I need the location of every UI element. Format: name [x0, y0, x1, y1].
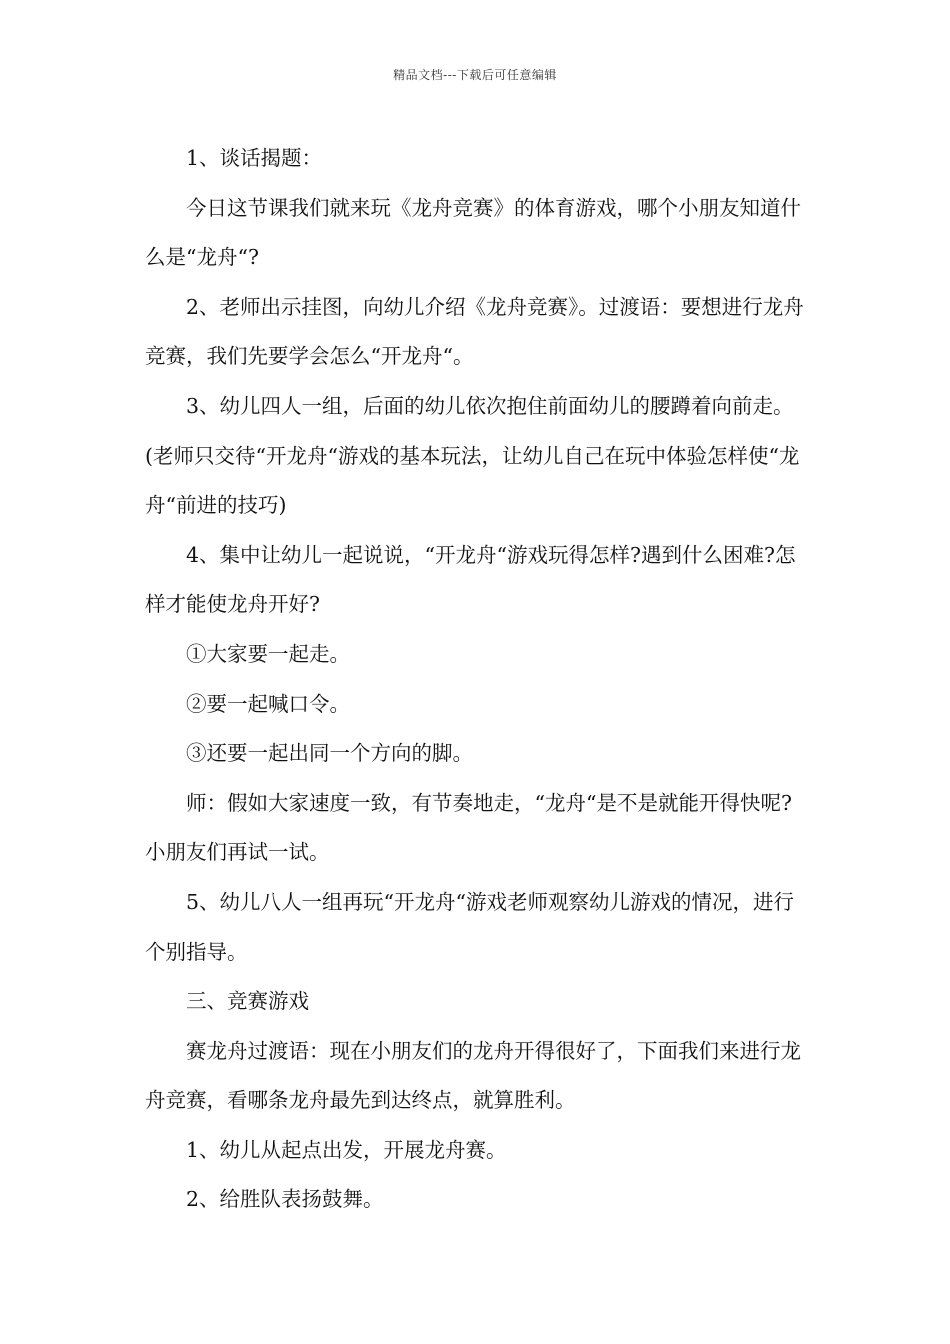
paragraph: 师：假如大家速度一致，有节奏地走，“龙舟“是不是就能开得快呢?小朋友们再试一试。	[145, 790, 792, 865]
paragraph: 4、集中让幼儿一起说说，“开龙舟“游戏玩得怎样?遇到什么困难?怎样才能使龙舟开好?	[145, 542, 796, 617]
list-item: ②要一起喊口令。	[186, 691, 350, 716]
list-item: ③还要一起出同一个方向的脚。	[186, 741, 473, 766]
list-item: ①大家要一起走。	[186, 641, 350, 666]
paragraph: 1、幼儿从起点出发，开展龙舟赛。	[186, 1137, 507, 1162]
section-heading: 三、竞赛游戏	[186, 989, 309, 1014]
paragraph: 3、幼儿四人一组，后面的幼儿依次抱住前面幼儿的腰蹲着向前走。(老师只交待“开龙舟“游戏的基本玩法，让幼儿自己在玩中体验怎样使“龙舟“前进的技巧)	[145, 393, 800, 518]
paragraph: 2、给胜队表扬鼓舞。	[186, 1187, 384, 1212]
paragraph: 赛龙舟过渡语：现在小朋友们的龙舟开得很好了，下面我们来进行龙舟竞赛，看哪条龙舟最先到达终点，就算胜利。	[145, 1038, 801, 1113]
document-body	[145, 134, 810, 1225]
page-header: 精品文档---下载后可任意编辑	[393, 68, 557, 82]
paragraph-intro-heading: 1、谈话揭题：	[186, 146, 323, 170]
paragraph: 5、幼儿八人一组再玩“开龙舟“游戏老师观察幼儿游戏的情况，进行个别指导。	[145, 889, 795, 964]
paragraph: 2、老师出示挂图，向幼儿介绍《龙舟竞赛》。过渡语：要想进行龙舟竞赛，我们先要学会怎么“开龙舟“。	[145, 294, 804, 369]
paragraph: 今日这节课我们就来玩《龙舟竞赛》的体育游戏，哪个小朋友知道什么是“龙舟“?	[145, 195, 801, 270]
